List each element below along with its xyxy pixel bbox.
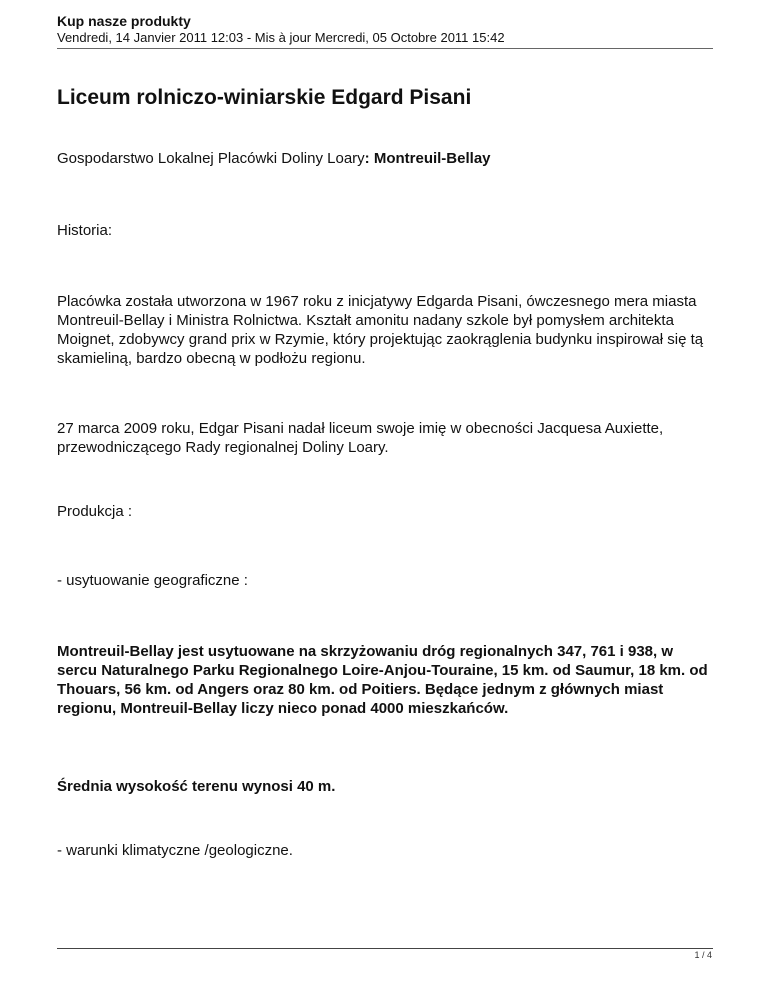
climate-heading: - warunki klimatyczne /geologiczne. [57,842,293,859]
article-title: Liceum rolniczo-winiarskie Edgard Pisani [57,86,472,109]
header-title: Kup nasze produkty [57,13,191,29]
history-paragraph-1: Placówka została utworzona w 1967 roku z inicjatywy Edgarda Pisani, ówczesnego mera miasta Montreuil-Bellay i Ministra Rolnictwa. Kształt amonitu nadany szkole był pomysłem architekta Moignet, zdobywcy grand prix w Rzymie, który projektując zaokrąglenia budynku inspirował się tą skamieliną, bardzo obecną w podłożu regionu. [57,293,704,367]
elevation-paragraph: Średnia wysokość terenu wynosi 40 m. [57,778,336,795]
history-heading: Historia: [57,222,113,239]
page-number: 1 / 4 [694,950,712,960]
history-paragraph-2: 27 marca 2009 roku, Edgar Pisani nadał liceum swoje imię w obecności Jacquesa Auxiette, przewodniczącego Rady regionalnej Doliny Loary. [57,420,664,456]
page-header [57,13,713,46]
geography-paragraph: Montreuil-Bellay jest usytuowane na skrzyżowaniu dróg regionalnych 347, 761 i 938, w sercu Naturalnego Parku Regionalnego Loire-Anjou-Touraine, 15 km. od Saumur, 18 km. od Thouars, 56 km. od Angers oraz 80 km. od Poitiers. Będące jednym z głównych miast regionu, Montreuil-Bellay liczy nieco ponad 4000 mieszkańców. [57,643,708,717]
location-value: : Montreuil-Bellay [364,150,491,167]
header-date-meta: Vendredi, 14 Janvier 2011 12:03 - Mis à jour Mercredi, 05 Octobre 2011 15:42 [57,30,505,45]
location-line [57,149,713,168]
production-heading: Produkcja : [57,503,133,520]
location-label: Gospodarstwo Lokalnej Placówki Doliny Loary [57,150,365,167]
header-divider [57,48,713,49]
footer-divider [57,948,713,949]
geography-heading: - usytuowanie geograficzne : [57,572,248,589]
